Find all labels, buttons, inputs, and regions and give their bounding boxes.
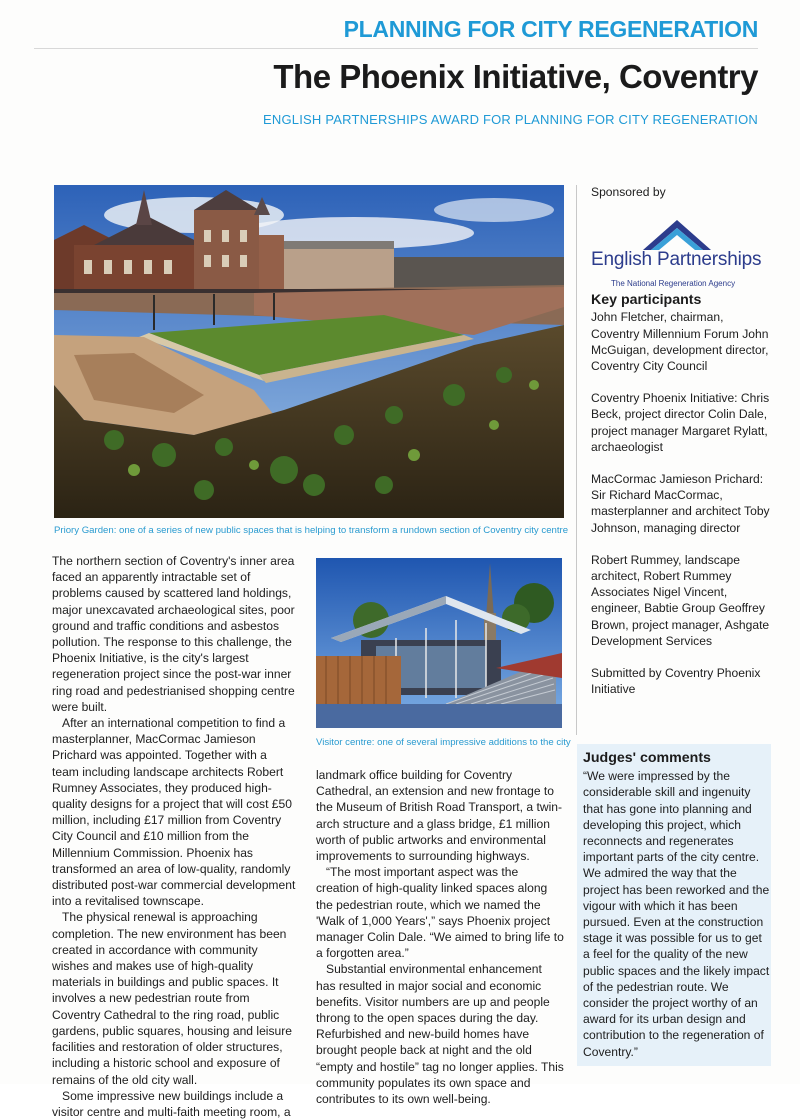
sidebar bbox=[591, 184, 771, 713]
award-subtitle: ENGLISH PARTNERSHIPS AWARD FOR PLANNING FOR CITY REGENERATION bbox=[263, 112, 758, 127]
visitor-centre-caption: Visitor centre: one of several impressive additions to the city bbox=[316, 737, 571, 748]
judges-comments-text: “We were impressed by the considerable skill and ingenuity that has gone into planning and developing this project, which reconnects and regenerates important parts of the city centre. We admired the way that the project has been reworked and the vigour with which it has been pursued. Even at the construction stage it was possible for us to get a feel for the quality of the new public spaces and the likely impact of the pedestrian route. We consider the project worthy of an award for its urban design and contribution to the regeneration of Coventry.” bbox=[583, 769, 770, 1059]
judges-comments-heading: Judges' comments bbox=[583, 750, 711, 766]
article-column-1 bbox=[52, 553, 297, 1120]
visitor-centre-photo bbox=[316, 558, 562, 728]
priory-garden-caption: Priory Garden: one of a series of new public spaces that is helping to transform a rundown section of Coventry city centre bbox=[54, 525, 569, 536]
header-rule bbox=[34, 48, 758, 49]
participant-block: John Fletcher, chairman, Coventry Millennium Forum John McGuigan, development director, Coventry City Council bbox=[591, 310, 769, 374]
article-paragraph: “The most important aspect was the creation of high-quality linked spaces along the pedestrian route, which we named the 'Walk of 1,000 Years',” says Phoenix project manager Colin Dale. “We aimed to bring life to a forgotten area.” bbox=[316, 865, 564, 961]
page-title: The Phoenix Initiative, Coventry bbox=[273, 58, 758, 95]
article-paragraph: The northern section of Coventry's inner area faced an apparently intractable set of problems caused by scattered land holdings, major unexcavated archaeological sites, poor ground and traffic conditions and asbestos pollution. The response to this challenge, the Phoenix Initiative, is the city's largest regeneration project since the post-war inner ring road and pedestrianised shopping centre were built. bbox=[52, 554, 295, 714]
priory-garden-photo bbox=[54, 185, 564, 518]
participant-block: MacCormac Jamieson Prichard: Sir Richard MacCormac, masterplanner and architect Toby Johnson, managing director bbox=[591, 472, 770, 535]
judges-comments-box bbox=[577, 744, 771, 1066]
article-paragraph: The physical renewal is approaching completion. The new environment has been created in accordance with community wishes and makes use of high-quality materials in buildings and public spaces. It involves a new pedestrian route from Coventry Cathedral to the ring road, public gardens, public squares, housing and leisure facilities and restoration of older structures, including a historic school and exposure of remains of the old city wall. bbox=[52, 910, 293, 1087]
logo-mark-icon bbox=[591, 208, 766, 252]
sponsored-by-label: Sponsored by bbox=[591, 185, 666, 199]
article-paragraph: Substantial environmental enhancement has resulted in major social and economic benefits. Visitor numbers are up and people throng to the open spaces during the day. Refurbished and new-build homes have brought people back at night and the old “empty and hostile” tag no longer applies. This community populates its own space and contributes to its own well-being. bbox=[316, 962, 564, 1107]
article-paragraph: landmark office building for Coventry Cathedral, an extension and new frontage to the Museum of British Road Transport, a twin-arch structure and a glass bridge, £1 million worth of public artworks and environmental improvements to surrounding highways. bbox=[316, 768, 563, 864]
article-column-2 bbox=[316, 767, 564, 1107]
participant-block: Coventry Phoenix Initiative: Chris Beck, project director Colin Dale, project manager Margaret Rylatt, archaeologist bbox=[591, 391, 770, 454]
section-label: PLANNING FOR CITY REGENERATION bbox=[343, 16, 758, 42]
article-paragraph: Some impressive new buildings include a visitor centre and multi-faith meeting room, a bbox=[52, 1088, 291, 1119]
logo-tagline: The National Regeneration Agency bbox=[611, 279, 736, 289]
english-partnerships-logo bbox=[591, 208, 766, 289]
logo-name: English Partnerships bbox=[591, 249, 762, 271]
sidebar-divider bbox=[576, 185, 577, 735]
key-participants-heading: Key participants bbox=[591, 292, 702, 309]
participant-block: Robert Rummey, landscape architect, Robert Rummey Associates Nigel Vincent, engineer, Babtie Group Geoffrey Brown, project manager, Ashgate Development Services bbox=[591, 552, 770, 648]
submitted-by: Submitted by Coventry Phoenix Initiative bbox=[591, 666, 761, 697]
article-paragraph: After an international competition to find a masterplanner, MacCormac Jamieson Prichard was appointed. Together with a team including landscape architects Robert Rumney Associates, they produced high-quality designs for a project that will cost £50 million, including £17 million from Coventry City Council and £10 million from the Millennium Commission. Phoenix has transformed an area of low-quality, randomly distributed post-war commercial development into a revitalised townscape. bbox=[52, 716, 296, 909]
